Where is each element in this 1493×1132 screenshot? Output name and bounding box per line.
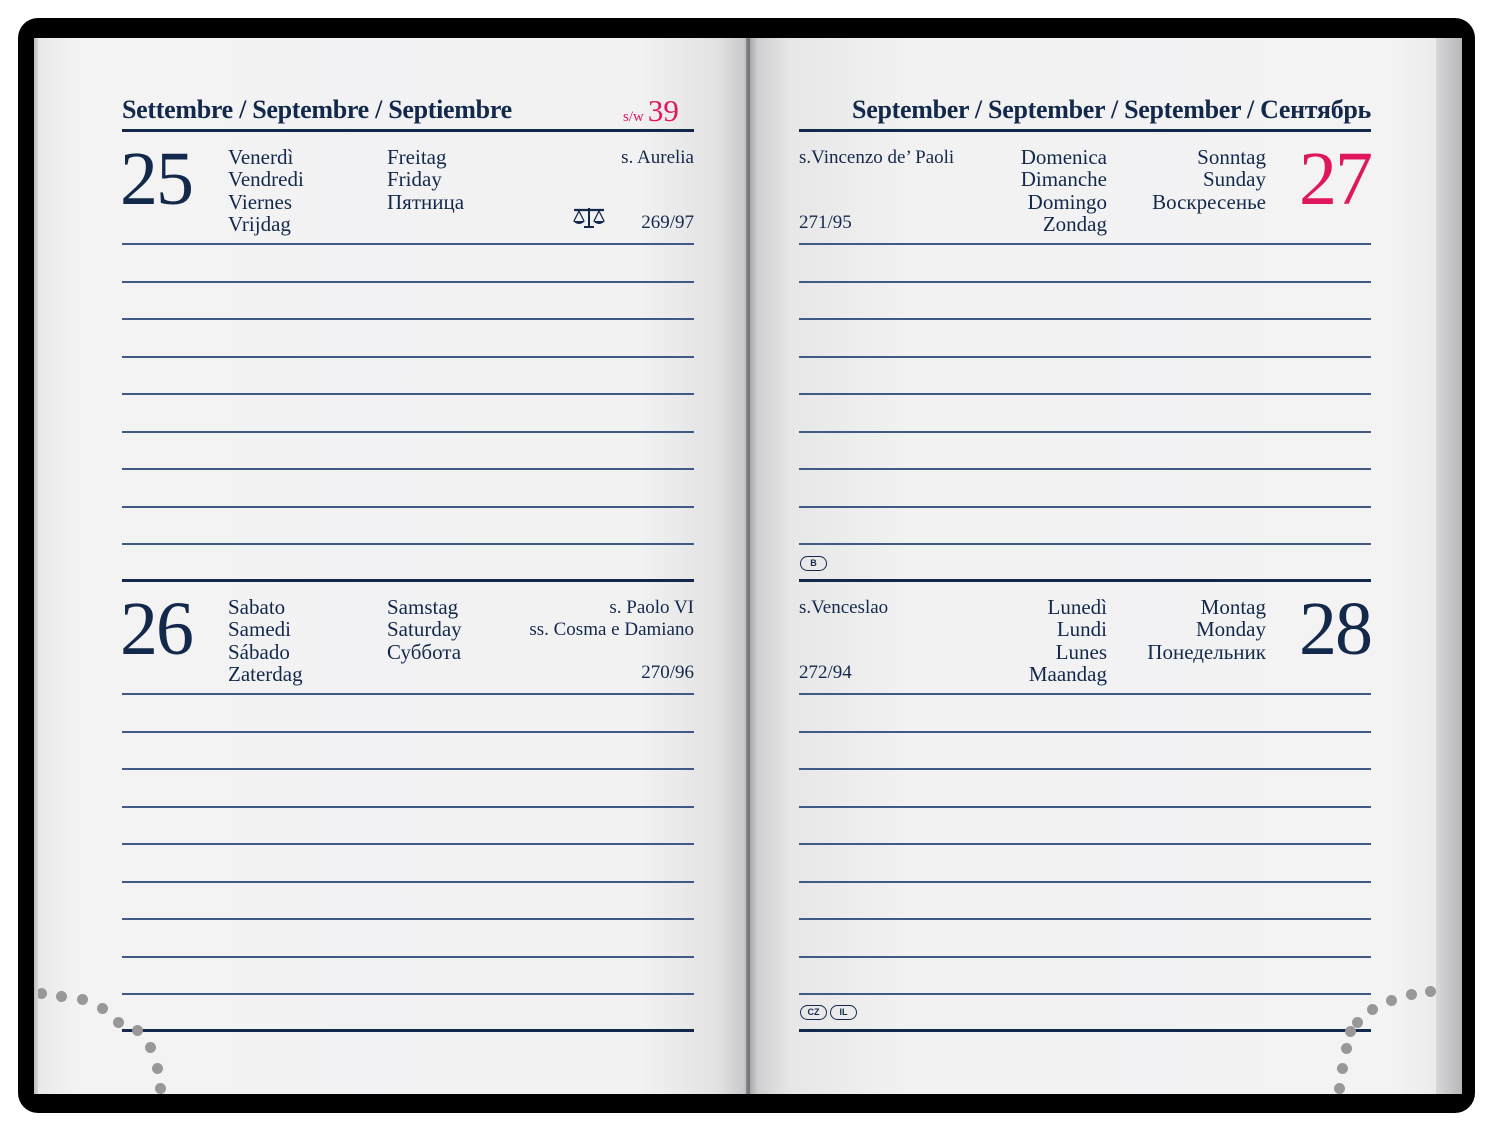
day-divider-rule xyxy=(799,243,1371,245)
holiday-badge-cz: CZ xyxy=(800,1005,827,1020)
day-names-secondary xyxy=(1147,596,1266,663)
day-name: Zaterdag xyxy=(228,661,303,686)
day-name: Sábado xyxy=(228,639,290,664)
day-divider-rule xyxy=(799,693,1371,695)
note-line xyxy=(799,356,1371,358)
left-page xyxy=(38,38,748,1094)
note-line xyxy=(799,318,1371,320)
day-number: 25 xyxy=(120,137,192,221)
left-page-header: Settembre / Septembre / Septiembre xyxy=(122,95,512,124)
perforation-dot xyxy=(1386,995,1397,1006)
day-name: Freitag xyxy=(387,145,447,169)
perforation-dot xyxy=(1337,1063,1348,1074)
day-counter: 270/96 xyxy=(641,662,694,683)
note-line xyxy=(799,543,1371,545)
note-line xyxy=(122,731,694,733)
day-name: Monday xyxy=(1196,617,1266,642)
note-line xyxy=(122,356,694,358)
perforation-dot xyxy=(1341,1043,1352,1054)
day-name: Воскресенье xyxy=(1152,189,1266,214)
note-line xyxy=(122,281,694,283)
day-name: Понедельник xyxy=(1147,639,1266,664)
note-line xyxy=(122,431,694,433)
perforation-dot xyxy=(1406,989,1417,1000)
day-number-sunday: 27 xyxy=(1299,137,1371,221)
day-name: Vrijdag xyxy=(228,211,291,236)
day-name: Суббота xyxy=(387,639,462,664)
day-name: Saturday xyxy=(387,617,462,642)
note-line xyxy=(799,843,1371,845)
note-line xyxy=(122,956,694,958)
note-line xyxy=(122,393,694,395)
header-rule xyxy=(122,129,694,132)
day-divider-rule xyxy=(122,243,694,245)
saint-names xyxy=(529,597,694,641)
note-line xyxy=(122,843,694,845)
perforation-dot xyxy=(132,1025,143,1036)
page-bottom-rule xyxy=(799,1029,1371,1032)
note-line xyxy=(799,431,1371,433)
day-name: Viernes xyxy=(228,189,293,214)
note-line xyxy=(799,881,1371,883)
day-name: Zondag xyxy=(1042,211,1107,236)
note-line xyxy=(799,956,1371,958)
day-divider-rule xyxy=(122,693,694,695)
right-page-header: September / September / September / Сентябрь xyxy=(852,95,1371,124)
saint-name: s.Venceslao xyxy=(799,597,889,618)
day-name: Samedi xyxy=(228,617,291,642)
holiday-badge-b: B xyxy=(800,556,827,571)
note-line xyxy=(799,731,1371,733)
perforation-dot xyxy=(56,991,67,1002)
perforation-dot xyxy=(155,1083,166,1094)
page-bottom-rule xyxy=(122,1029,694,1032)
note-line xyxy=(122,506,694,508)
note-line xyxy=(122,993,694,995)
day-name: Dimanche xyxy=(1020,167,1107,192)
day-number: 28 xyxy=(1299,587,1371,671)
perforation-dot xyxy=(38,988,47,999)
day-counter: 269/97 xyxy=(641,212,694,233)
week-label: s/w xyxy=(623,109,644,125)
note-line xyxy=(799,393,1371,395)
day-number: 26 xyxy=(120,587,192,671)
header-rule xyxy=(799,129,1371,132)
day-name: Venerdì xyxy=(228,145,294,169)
perforation-dot xyxy=(1367,1004,1378,1015)
perforation-dot xyxy=(77,994,88,1005)
week-number: 39 xyxy=(647,93,679,128)
day-names-secondary xyxy=(387,146,464,213)
day-name: Lundi xyxy=(1056,617,1107,642)
note-line xyxy=(799,806,1371,808)
day-name: Пятница xyxy=(387,189,465,214)
page-edge-right xyxy=(1436,38,1462,1094)
day-name: Domenica xyxy=(1020,145,1107,169)
day-name: Maandag xyxy=(1028,661,1107,686)
perforation-dot xyxy=(145,1042,156,1053)
holiday-badge-il: IL xyxy=(830,1005,857,1020)
day-names-primary xyxy=(228,596,303,685)
day-names-primary xyxy=(1029,596,1107,685)
note-line xyxy=(799,768,1371,770)
perforation-dot xyxy=(1345,1026,1356,1037)
perforation-dot xyxy=(113,1017,124,1028)
day-name: Vendredi xyxy=(228,167,304,192)
day-name: Sunday xyxy=(1203,167,1266,192)
note-line xyxy=(799,918,1371,920)
day-names-primary xyxy=(1021,146,1107,235)
note-line xyxy=(799,468,1371,470)
day-counter: 271/95 xyxy=(799,212,852,233)
day-name: Sabato xyxy=(228,595,286,619)
note-line xyxy=(122,768,694,770)
note-line xyxy=(122,543,694,545)
saint-name: ss. Cosma e Damiano xyxy=(529,619,694,640)
right-page xyxy=(750,38,1436,1094)
day-name: Lunedì xyxy=(1047,595,1107,619)
day-name: Montag xyxy=(1200,595,1266,619)
perforation-dot xyxy=(97,1003,108,1014)
libra-scales-icon xyxy=(571,207,607,229)
day-separator-rule xyxy=(799,579,1371,582)
day-name: Lunes xyxy=(1055,639,1107,664)
note-line xyxy=(122,468,694,470)
note-line xyxy=(799,993,1371,995)
note-line xyxy=(799,281,1371,283)
saint-name: s. Paolo VI xyxy=(609,597,694,618)
day-counter: 272/94 xyxy=(799,662,852,683)
day-separator-rule xyxy=(122,579,694,582)
day-name: Sonntag xyxy=(1197,145,1266,169)
day-names-secondary xyxy=(387,596,462,663)
note-line xyxy=(122,918,694,920)
saint-name: s. Aurelia xyxy=(621,147,694,168)
perforation-dot xyxy=(1334,1083,1345,1094)
saint-name: s.Vincenzo de’ Paoli xyxy=(799,147,955,168)
note-line xyxy=(122,881,694,883)
week-indicator xyxy=(623,93,679,129)
note-line xyxy=(799,506,1371,508)
note-line xyxy=(122,318,694,320)
day-names-secondary xyxy=(1152,146,1266,213)
note-line xyxy=(122,806,694,808)
day-name: Samstag xyxy=(387,595,459,619)
perforation-dot xyxy=(1425,986,1436,997)
day-names-primary xyxy=(228,146,304,235)
perforation-dot xyxy=(152,1063,163,1074)
day-name: Domingo xyxy=(1027,189,1107,214)
day-name: Friday xyxy=(387,167,442,192)
